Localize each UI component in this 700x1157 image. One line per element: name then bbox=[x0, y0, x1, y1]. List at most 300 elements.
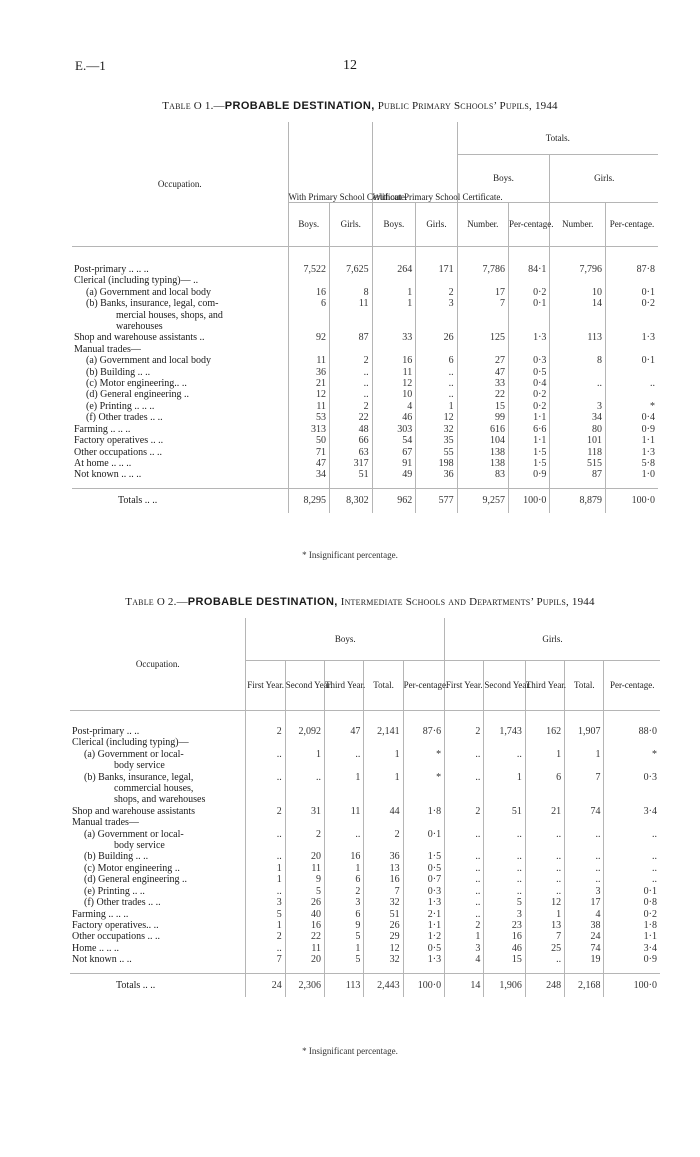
table-row bbox=[72, 264, 658, 275]
table-cell bbox=[457, 310, 508, 321]
table-cell: 1·3 bbox=[403, 954, 444, 965]
table-cell bbox=[285, 817, 324, 828]
table-cell: 577 bbox=[416, 489, 457, 513]
table-cell bbox=[604, 794, 660, 805]
occupation-label: warehouses bbox=[116, 321, 163, 333]
table-cell: .. bbox=[416, 389, 457, 400]
table1-footnote: * Insignificant percentage. bbox=[302, 550, 398, 560]
table1-with-cert-header: With Primary School Certificate. bbox=[288, 122, 372, 202]
table-cell: 7,625 bbox=[330, 264, 373, 275]
table-cell bbox=[604, 817, 660, 828]
table-cell: 3 bbox=[565, 886, 604, 897]
table1-totals-boys-header: Boys. bbox=[457, 154, 550, 202]
table-cell: 2·1 bbox=[403, 909, 444, 920]
table-cell: 13 bbox=[525, 920, 564, 931]
table-cell: 0·2 bbox=[604, 909, 660, 920]
table-cell bbox=[445, 737, 484, 748]
table-cell: 317 bbox=[330, 458, 373, 469]
table-cell: 34 bbox=[288, 469, 329, 480]
table-cell: 1·1 bbox=[606, 435, 658, 446]
table-cell bbox=[565, 840, 604, 851]
table-cell: 46 bbox=[372, 412, 416, 423]
table1-without-cert-header: Without Primary School Certificate. bbox=[372, 122, 457, 202]
table-cell: 3 bbox=[484, 909, 525, 920]
table-cell: .. bbox=[246, 829, 285, 840]
occupation-label: Factory operatives.. bbox=[72, 919, 152, 931]
table-row bbox=[70, 909, 660, 920]
table-cell bbox=[606, 321, 658, 332]
table-cell: 16 bbox=[325, 851, 364, 862]
table-cell: 15 bbox=[484, 954, 525, 965]
table-cell: 1·5 bbox=[508, 458, 549, 469]
occupation-label: (d) General engineering bbox=[84, 874, 180, 886]
table-cell: 1·3 bbox=[606, 332, 658, 343]
table-cell: 100·0 bbox=[604, 974, 660, 998]
table-cell: 0·5 bbox=[508, 367, 549, 378]
table-cell: 10 bbox=[550, 287, 606, 298]
table-cell bbox=[445, 783, 484, 794]
table-cell: .. bbox=[445, 772, 484, 783]
table-row bbox=[72, 275, 658, 286]
table2-occupation-header: Occupation. bbox=[70, 618, 246, 710]
table-cell: 2,168 bbox=[565, 974, 604, 998]
table-cell: .. bbox=[285, 772, 324, 783]
table-cell: 1,743 bbox=[484, 726, 525, 737]
table-cell: 1 bbox=[525, 749, 564, 760]
table-cell: 2 bbox=[364, 829, 403, 840]
table1-girls-percentage-header: Per-centage. bbox=[606, 202, 658, 246]
table2-girls-percentage-header: Per-centage. bbox=[604, 660, 660, 710]
dot-leader: .. .. bbox=[142, 495, 158, 507]
table-cell: 17 bbox=[457, 287, 508, 298]
table-cell: 3·4 bbox=[604, 943, 660, 954]
occupation-label: Not known bbox=[72, 954, 117, 966]
dot-leader: .. .. bbox=[147, 446, 163, 458]
table-cell: .. bbox=[445, 851, 484, 862]
dot-leader: .. .. bbox=[113, 908, 129, 920]
table-cell: 40 bbox=[285, 909, 324, 920]
table2-boys-second-year-header: Second Year. bbox=[285, 660, 324, 710]
table-row bbox=[72, 401, 658, 412]
table-cell: * bbox=[403, 749, 444, 760]
table-cell bbox=[246, 817, 285, 828]
table-cell: 100·0 bbox=[606, 489, 658, 513]
table-cell: 962 bbox=[372, 489, 416, 513]
table-cell: 88·0 bbox=[604, 726, 660, 737]
table2-girls-total-header: Total. bbox=[565, 660, 604, 710]
table-cell: 33 bbox=[372, 332, 416, 343]
table-cell: * bbox=[606, 401, 658, 412]
table-cell: 6 bbox=[288, 298, 329, 309]
table-cell: .. bbox=[330, 367, 373, 378]
table-cell: .. bbox=[445, 863, 484, 874]
table-cell: .. bbox=[525, 851, 564, 862]
table-cell: 3 bbox=[445, 943, 484, 954]
dot-leader: .. .. bbox=[124, 726, 140, 737]
table-cell bbox=[525, 760, 564, 771]
occupation-label: (a) Government or local- bbox=[84, 828, 184, 840]
table-cell: 87·8 bbox=[606, 264, 658, 275]
table2-boys-percentage-header: Per-centage. bbox=[403, 660, 444, 710]
table-cell: 100·0 bbox=[403, 974, 444, 998]
occupation-label: Factory operatives bbox=[74, 435, 149, 447]
table-cell: 1,907 bbox=[565, 726, 604, 737]
table-cell: .. bbox=[445, 909, 484, 920]
occupation-label: body service bbox=[114, 760, 165, 772]
table-cell: 113 bbox=[550, 332, 606, 343]
occupation-label: shops, and warehouses bbox=[114, 794, 206, 806]
table-cell: 198 bbox=[416, 458, 457, 469]
table-cell bbox=[372, 310, 416, 321]
table-row bbox=[70, 737, 660, 748]
table-cell: 3 bbox=[416, 298, 457, 309]
table-cell: 15 bbox=[457, 401, 508, 412]
table-cell: 55 bbox=[416, 447, 457, 458]
table-cell bbox=[457, 321, 508, 332]
table2-caption bbox=[60, 596, 660, 608]
table-cell: 1·2 bbox=[403, 931, 444, 942]
table-cell: 11 bbox=[285, 943, 324, 954]
table-cell: .. bbox=[416, 378, 457, 389]
table-cell: 100·0 bbox=[508, 489, 549, 513]
dot-leader: .. .. .. bbox=[126, 264, 149, 275]
table-cell: 0·3 bbox=[604, 772, 660, 783]
table-cell: 138 bbox=[457, 458, 508, 469]
table-cell: 0·4 bbox=[606, 412, 658, 423]
table-cell: 74 bbox=[565, 806, 604, 817]
table-cell bbox=[508, 310, 549, 321]
table-cell: 63 bbox=[330, 447, 373, 458]
dot-leader: .. bbox=[153, 897, 161, 909]
table-cell: 162 bbox=[525, 726, 564, 737]
table-row bbox=[70, 726, 660, 737]
occupation-label: body service bbox=[114, 840, 165, 852]
table1-totals-girls-header: Girls. bbox=[550, 154, 658, 202]
table-cell: 4 bbox=[445, 954, 484, 965]
table-cell: .. bbox=[484, 749, 525, 760]
table-cell: 12 bbox=[525, 897, 564, 908]
table-cell: 14 bbox=[550, 298, 606, 309]
table-cell: 101 bbox=[550, 435, 606, 446]
table-cell: 2 bbox=[246, 806, 285, 817]
table-cell: 54 bbox=[372, 435, 416, 446]
table-cell bbox=[364, 760, 403, 771]
dot-leader: .. .. .. bbox=[118, 469, 142, 481]
table-cell bbox=[565, 794, 604, 805]
table-cell: 12 bbox=[416, 412, 457, 423]
table-cell: 46 bbox=[484, 943, 525, 954]
table-cell bbox=[565, 760, 604, 771]
table-cell: 11 bbox=[285, 863, 324, 874]
table-cell: 1·8 bbox=[604, 920, 660, 931]
table-cell: 1 bbox=[364, 772, 403, 783]
table-cell bbox=[606, 367, 658, 378]
table-cell: 11 bbox=[288, 401, 329, 412]
table2-girls-first-year-header: First Year. bbox=[445, 660, 484, 710]
table-cell: 0·8 bbox=[604, 897, 660, 908]
table-cell: 1·0 bbox=[606, 469, 658, 480]
table-cell: 16 bbox=[288, 287, 329, 298]
table-cell bbox=[550, 344, 606, 355]
table-cell: 80 bbox=[550, 424, 606, 435]
table-cell: 1·5 bbox=[403, 851, 444, 862]
table-cell: 2 bbox=[246, 726, 285, 737]
table-cell: 8 bbox=[550, 355, 606, 366]
table1-occupation-header: Occupation. bbox=[72, 122, 288, 246]
table-cell bbox=[565, 817, 604, 828]
table-cell bbox=[604, 737, 660, 748]
table-cell bbox=[550, 275, 606, 286]
table-cell: 0·9 bbox=[508, 469, 549, 480]
table-cell: .. bbox=[525, 954, 564, 965]
occupation-label: commercial houses, bbox=[114, 783, 194, 795]
table-cell: 11 bbox=[288, 355, 329, 366]
table-row bbox=[70, 806, 660, 817]
table-cell: .. bbox=[484, 874, 525, 885]
table-cell: 1·5 bbox=[508, 447, 549, 458]
table-row bbox=[70, 851, 660, 862]
table-cell: 104 bbox=[457, 435, 508, 446]
table-row bbox=[70, 772, 660, 783]
table-cell bbox=[246, 760, 285, 771]
table-cell: 0·2 bbox=[508, 401, 549, 412]
table-cell: 20 bbox=[285, 954, 324, 965]
table-cell: 0·2 bbox=[606, 298, 658, 309]
table-cell: 8 bbox=[330, 287, 373, 298]
table-cell: .. bbox=[445, 829, 484, 840]
table-cell bbox=[246, 794, 285, 805]
table2-footnote: * Insignificant percentage. bbox=[302, 1046, 398, 1056]
table-cell bbox=[288, 344, 329, 355]
table-cell: 8,302 bbox=[330, 489, 373, 513]
table-cell: 2 bbox=[445, 920, 484, 931]
table-cell: 20 bbox=[285, 851, 324, 862]
table-cell: .. bbox=[246, 886, 285, 897]
occupation-label: Shop and warehouse assistants bbox=[72, 805, 196, 817]
table-cell: 11 bbox=[372, 367, 416, 378]
table-row bbox=[70, 931, 660, 942]
table2-boys-header: Boys. bbox=[246, 618, 445, 660]
table-cell: 0·9 bbox=[606, 424, 658, 435]
table-cell bbox=[246, 737, 285, 748]
table-cell bbox=[550, 321, 606, 332]
table-cell: .. bbox=[606, 378, 658, 389]
table-row bbox=[70, 794, 660, 805]
table-cell: .. bbox=[246, 772, 285, 783]
dot-leader: .. .. .. bbox=[96, 942, 119, 954]
table2-boys-first-year-header: First Year. bbox=[246, 660, 285, 710]
table-cell: 1 bbox=[325, 772, 364, 783]
table-cell bbox=[285, 840, 324, 851]
table-cell: 616 bbox=[457, 424, 508, 435]
table-cell: 1 bbox=[445, 931, 484, 942]
table-cell: 23 bbox=[484, 920, 525, 931]
table-cell: 51 bbox=[330, 469, 373, 480]
table-cell bbox=[565, 783, 604, 794]
table-cell: 0·1 bbox=[508, 298, 549, 309]
table-cell: 99 bbox=[457, 412, 508, 423]
table-cell bbox=[445, 817, 484, 828]
table-cell: 87·6 bbox=[403, 726, 444, 737]
table-cell bbox=[525, 794, 564, 805]
totals-row bbox=[72, 489, 658, 513]
table-cell: .. bbox=[525, 874, 564, 885]
table-row bbox=[70, 897, 660, 908]
table-cell: 6 bbox=[525, 772, 564, 783]
table-cell bbox=[525, 817, 564, 828]
occupation-label: (c) Motor engineering.. bbox=[86, 378, 180, 390]
occupation-label: Totals bbox=[116, 980, 141, 992]
table1-totals-header: Totals. bbox=[457, 122, 658, 154]
table-cell: 22 bbox=[457, 389, 508, 400]
table-cell: 74 bbox=[565, 943, 604, 954]
table-cell: 1·1 bbox=[508, 435, 549, 446]
dot-leader: .. .. bbox=[148, 435, 164, 447]
table-cell: 118 bbox=[550, 447, 606, 458]
table-row bbox=[72, 344, 658, 355]
table-cell: 7 bbox=[457, 298, 508, 309]
table-cell bbox=[330, 344, 373, 355]
table-cell bbox=[604, 760, 660, 771]
table-cell bbox=[550, 389, 606, 400]
table-cell: 5 bbox=[325, 931, 364, 942]
table-cell bbox=[604, 783, 660, 794]
table-row bbox=[70, 943, 660, 954]
document-reference: E.—1 bbox=[75, 58, 106, 73]
table-cell: 8,879 bbox=[550, 489, 606, 513]
table-cell: .. bbox=[330, 378, 373, 389]
table-row bbox=[72, 298, 658, 309]
table-cell: 16 bbox=[484, 931, 525, 942]
table2-caption-bold: PROBABLE DESTINATION, bbox=[187, 596, 338, 608]
dot-leader: .. .. bbox=[140, 980, 156, 992]
table-cell: 10 bbox=[372, 389, 416, 400]
table-cell: 27 bbox=[457, 355, 508, 366]
table-cell: 0·1 bbox=[403, 829, 444, 840]
table-row bbox=[70, 760, 660, 771]
table-cell: .. bbox=[246, 749, 285, 760]
table-cell: 2 bbox=[285, 829, 324, 840]
table-row bbox=[70, 783, 660, 794]
table1-boys-number-header: Number. bbox=[457, 202, 508, 246]
occupation-label: (e) Printing .. bbox=[86, 400, 140, 412]
table-cell: 26 bbox=[364, 920, 403, 931]
table1-without-girls-header: Girls. bbox=[416, 202, 457, 246]
table-cell: 113 bbox=[325, 974, 364, 998]
table1 bbox=[72, 122, 658, 513]
table-cell: 24 bbox=[246, 974, 285, 998]
table-cell: 22 bbox=[330, 412, 373, 423]
table-cell bbox=[457, 344, 508, 355]
table-row bbox=[72, 321, 658, 332]
table2-caption-rest: Intermediate Schools and Departments’ Pupils, 1944 bbox=[340, 596, 595, 608]
table-cell: .. bbox=[604, 874, 660, 885]
table-row bbox=[70, 817, 660, 828]
table-cell: 3 bbox=[325, 897, 364, 908]
table-cell: 0·3 bbox=[508, 355, 549, 366]
table-cell bbox=[484, 840, 525, 851]
table-cell: 125 bbox=[457, 332, 508, 343]
table-cell: 2 bbox=[330, 401, 373, 412]
table-row bbox=[72, 447, 658, 458]
table-cell bbox=[525, 737, 564, 748]
table-cell: .. bbox=[565, 874, 604, 885]
table-row bbox=[70, 863, 660, 874]
table-cell: 7 bbox=[246, 954, 285, 965]
table-row bbox=[72, 355, 658, 366]
table-cell: * bbox=[403, 772, 444, 783]
occupation-label: Farming .. bbox=[72, 908, 114, 920]
table-cell: 47 bbox=[325, 726, 364, 737]
table-cell: 7,796 bbox=[550, 264, 606, 275]
table-cell: .. bbox=[525, 886, 564, 897]
table-row bbox=[70, 840, 660, 851]
table-cell: 303 bbox=[372, 424, 416, 435]
table-cell: 16 bbox=[364, 874, 403, 885]
dot-leader: .. .. .. bbox=[108, 457, 132, 469]
table-cell: 26 bbox=[285, 897, 324, 908]
table-cell: .. bbox=[604, 829, 660, 840]
dot-leader: .. bbox=[190, 275, 199, 287]
table-cell bbox=[364, 794, 403, 805]
dot-leader: .. bbox=[179, 874, 188, 886]
table-cell: 47 bbox=[288, 458, 329, 469]
table-cell: 51 bbox=[364, 909, 403, 920]
table-cell: 0·3 bbox=[403, 886, 444, 897]
table-cell: .. bbox=[604, 851, 660, 862]
table1-boys-percentage-header: Per-centage. bbox=[508, 202, 549, 246]
table-cell: 11 bbox=[330, 298, 373, 309]
page-number: 12 bbox=[343, 58, 357, 73]
table-cell bbox=[508, 344, 549, 355]
table-row bbox=[70, 829, 660, 840]
table-cell: 11 bbox=[325, 806, 364, 817]
table-row bbox=[72, 367, 658, 378]
table-cell: 171 bbox=[416, 264, 457, 275]
table-cell bbox=[325, 817, 364, 828]
table-row bbox=[72, 310, 658, 321]
table-cell: .. bbox=[246, 851, 285, 862]
table-cell bbox=[372, 321, 416, 332]
table-cell: 38 bbox=[565, 920, 604, 931]
table-cell: 5·8 bbox=[606, 458, 658, 469]
table-cell: 5 bbox=[246, 909, 285, 920]
table-cell: 1·3 bbox=[606, 447, 658, 458]
table-cell: 25 bbox=[525, 943, 564, 954]
table-cell: 6·6 bbox=[508, 424, 549, 435]
table-row bbox=[72, 412, 658, 423]
dot-leader: .. bbox=[179, 378, 187, 390]
dot-leader: .. .. bbox=[147, 412, 163, 424]
table-cell bbox=[484, 760, 525, 771]
occupation-label: Post-primary bbox=[74, 264, 127, 275]
table-cell bbox=[484, 737, 525, 748]
table-cell bbox=[550, 310, 606, 321]
table-cell bbox=[604, 840, 660, 851]
table1-with-girls-header: Girls. bbox=[330, 202, 373, 246]
table-cell bbox=[606, 389, 658, 400]
occupation-label: Shop and warehouse assistants bbox=[74, 332, 198, 344]
table-cell bbox=[525, 840, 564, 851]
table-cell: 2,141 bbox=[364, 726, 403, 737]
table-cell: 1 bbox=[246, 874, 285, 885]
table-cell: 1 bbox=[565, 749, 604, 760]
table-cell: .. bbox=[246, 943, 285, 954]
table-cell: 0·1 bbox=[606, 287, 658, 298]
table-cell: 50 bbox=[288, 435, 329, 446]
table-cell: 67 bbox=[372, 447, 416, 458]
table-cell bbox=[508, 321, 549, 332]
